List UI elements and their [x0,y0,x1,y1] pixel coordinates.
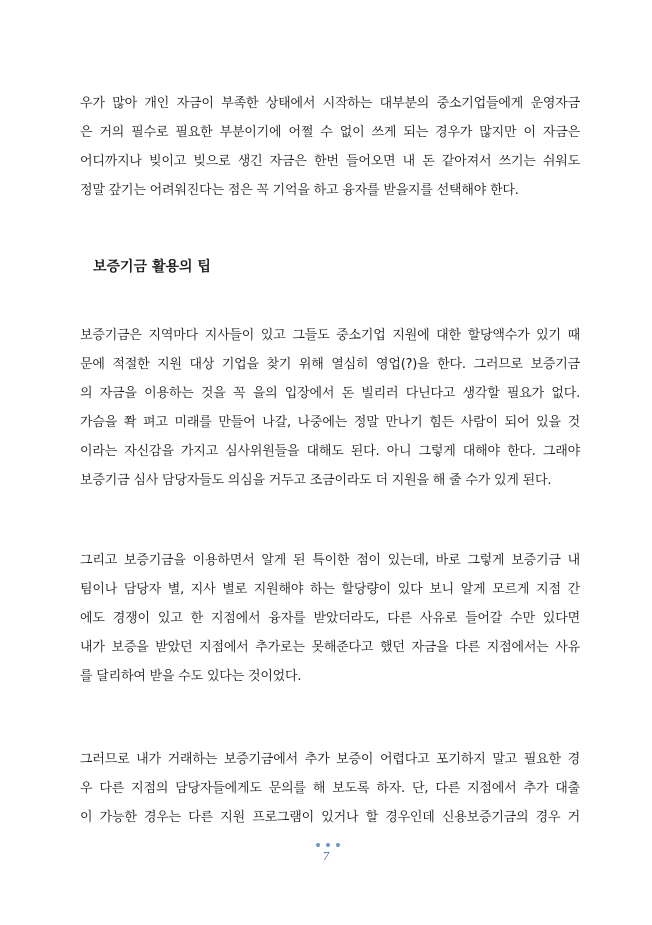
paragraph-line: 그리고 보증기금을 이용하면서 알게 된 특이한 점이 있는데, 바로 그렇게 보증기금 내 [80,553,580,568]
dot-icon [336,843,340,847]
paragraph-line: 그러므로 내가 거래하는 보증기금에서 추가 보증이 어렵다고 포기하지 말고 필요한 경 [80,752,580,767]
paragraph-line: 팀이나 담당자 별, 지사 별로 지원해야 하는 할당량이 있다 보니 알게 모르게 지점 간 [80,582,580,597]
page-number: 7 [322,850,330,863]
paragraph-line: 은 거의 필수로 필요한 부분이기에 어쩔 수 없이 쓰게 되는 경우가 많지만 이 자금은 [80,125,580,140]
paragraph-line: 어디까지나 빚이고 빚으로 생긴 자금은 한번 들어오면 내 돈 같아져서 쓰기는 쉬워도 [80,154,580,169]
paragraph-line: 우가 많아 개인 자금이 부족한 상태에서 시작하는 대부분의 중소기업들에게 운영자금 [80,96,580,111]
section-heading: 보증기금 활용의 팁 [93,259,211,275]
paragraph-line: 보증기금 심사 담당자들도 의심을 거두고 조금이라도 더 지원을 해 줄 수가 있게 된다. [80,473,552,488]
paragraph-line: 가슴을 쫙 펴고 미래를 만들어 나갈, 나중에는 정말 만나기 힘든 사람이 되어 있을 것 [80,415,580,430]
paragraph-line: 우 다른 지점의 담당자들에게도 문의를 해 보도록 하자. 단, 다른 지점에서 추가 대출 [80,781,580,796]
paragraph-line: 의 자금을 이용하는 것을 꼭 을의 입장에서 돈 빌리러 다닌다고 생각할 필요가 없다. [80,386,580,401]
paragraph-line: 에도 경쟁이 있고 한 지점에서 융자를 받았더라도, 다른 사유로 들어갈 수만 있다면 [80,611,580,626]
paragraph-line: 보증기금은 지역마다 지사들이 있고 그들도 중소기업 지원에 대한 할당액수가 있기 때 [80,328,580,343]
paragraph-line: 이 가능한 경우는 다른 지원 프로그램이 있거나 할 경우인데 신용보증기금의 경우 거 [80,810,580,825]
paragraph-line: 문에 적절한 지원 대상 기업을 찾기 위해 열심히 영업(?)을 한다. 그러므로 보증기금 [80,357,580,372]
paragraph-line: 이라는 자신감을 가지고 심사위원들을 대해도 된다. 아니 그렇게 대해야 한다. 그래야 [80,444,580,459]
dot-icon [316,843,320,847]
paragraph-line: 정말 갚기는 어려워진다는 점은 꼭 기억을 하고 융자를 받을지를 선택해야 한다. [80,183,519,198]
dot-icon [326,843,330,847]
paragraph-line: 내가 보증을 받았던 지점에서 추가로는 못해준다고 했던 자금을 다른 지점에서는 사유 [80,640,580,655]
paragraph-line: 를 달리하여 받을 수도 있다는 것이었다. [80,669,302,684]
page-dots-ornament [313,841,343,849]
